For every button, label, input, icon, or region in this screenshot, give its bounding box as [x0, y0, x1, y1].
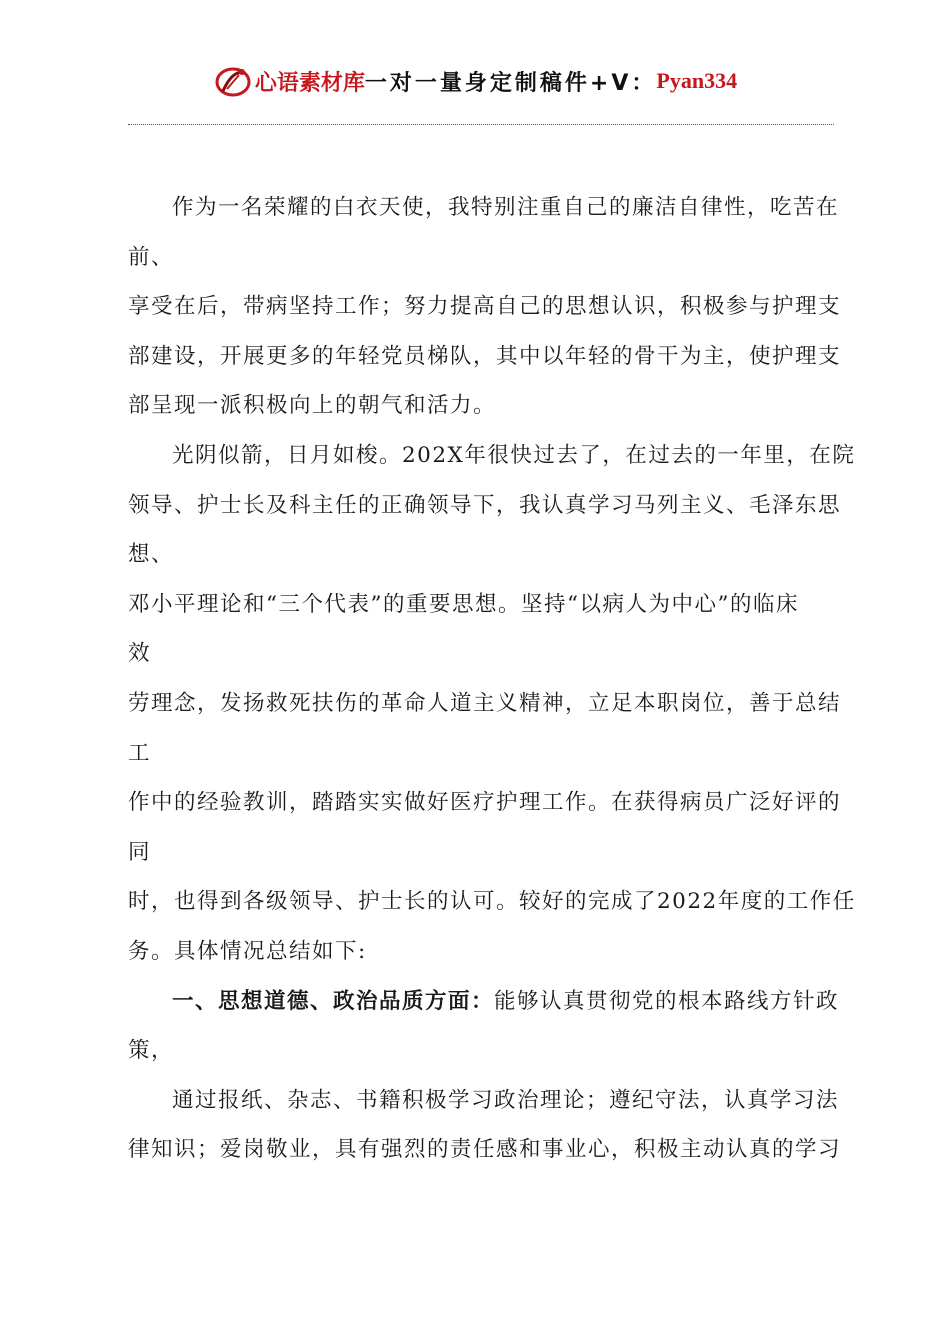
text-line: 作中的经验教训，踏踏实实做好医疗护理工作。在获得病员广泛好评的 [128, 790, 842, 816]
text-line: 领导、护士长及科主任的正确领导下，我认真学习马列主义、毛泽东思 [128, 492, 842, 518]
document-body [128, 183, 856, 1175]
text-line: 工 [128, 740, 152, 766]
text-line: 务。具体情况总结如下: [128, 938, 367, 964]
text-line: 策， [128, 1038, 175, 1064]
text-line: 邓小平理论和“三个代表”的重要思想。坚持“以病人为中心”的临床 [128, 591, 799, 617]
section-one-text: 能够认真贯彻党的根本路线方针政 [494, 988, 840, 1014]
section-one-heading: 一、思想道德、政治品质方面： [172, 988, 495, 1014]
section-one-line [128, 977, 840, 1027]
text-line: 作为一名荣耀的白衣天使，我特别注重自己的廉洁自律性，吃苦在 [172, 195, 840, 220]
text-line: 部呈现一派积极向上的朝气和活力。 [128, 393, 497, 419]
text-line: 时，也得到各级领导、护士长的认可。较好的完成了2022年度的工作任 [128, 889, 856, 915]
text-line: 前、 [128, 244, 175, 270]
brand-contact-id: Pyan334 [656, 68, 738, 93]
brand-slogan: 一对一量身定制稿件+V： [364, 70, 657, 96]
brand-name: 心语素材库 [254, 69, 365, 96]
text-line: 光阴似箭，日月如梭。202X年很快过去了，在过去的一年里，在院 [172, 442, 856, 468]
text-line: 律知识；爱岗敬业，具有强烈的责任感和事业心，积极主动认真的学习 [128, 1137, 842, 1163]
text-line: 通过报纸、杂志、书籍积极学习政治理论；遵纪守法，认真学习法 [172, 1087, 840, 1113]
brand-logo-icon [213, 61, 253, 101]
text-line: 劳理念，发扬救死扶伤的革命人道主义精神，立足本职岗位，善于总结 [128, 690, 842, 716]
page-header [0, 56, 950, 106]
text-line: 想、 [128, 542, 175, 568]
text-line: 同 [128, 839, 152, 865]
text-line: 享受在后，带病坚持工作；努力提高自己的思想认识，积极参与护理支 [128, 294, 842, 320]
text-line: 效 [128, 641, 152, 667]
header-divider [128, 124, 834, 125]
text-line: 部建设，开展更多的年轻党员梯队，其中以年轻的骨干为主，使护理支 [128, 343, 842, 369]
